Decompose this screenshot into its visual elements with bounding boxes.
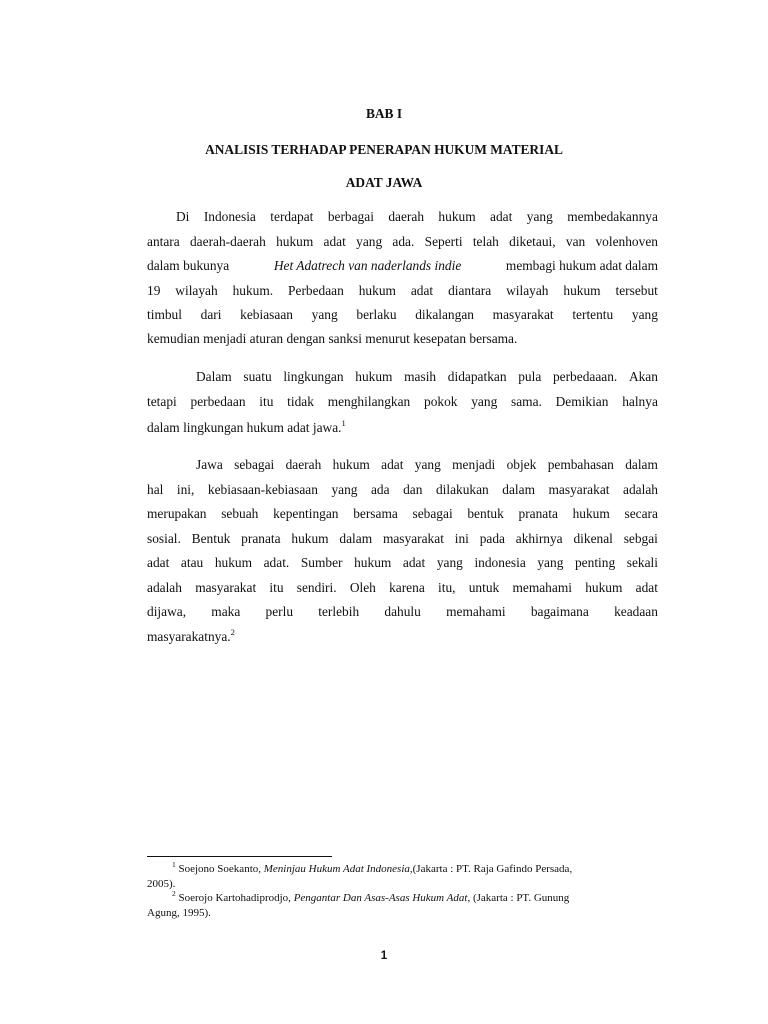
- paragraph-1-line: [147, 258, 658, 274]
- word: didapatkan: [447, 369, 507, 384]
- footnote-author: Soerojo Kartohadiprodjo,: [178, 892, 291, 904]
- word: yang: [537, 555, 564, 570]
- word: hukum: [438, 209, 476, 224]
- word: daerah-daerah: [189, 234, 266, 249]
- word: adat.: [263, 555, 290, 570]
- word: masyarakat: [492, 307, 554, 322]
- word: hukum: [572, 506, 610, 521]
- paragraph-3-line: [147, 482, 658, 498]
- word: lingkungan: [283, 369, 344, 384]
- word: hal: [147, 482, 164, 497]
- footnote-1: [172, 862, 658, 876]
- word: suatu: [243, 369, 272, 384]
- word: dikalangan: [415, 307, 474, 322]
- word: sendiri.: [296, 580, 337, 595]
- word: perbedaaan.: [552, 369, 618, 384]
- word: yang: [526, 209, 553, 224]
- word: dalam: [502, 482, 535, 497]
- word: hukum: [354, 555, 392, 570]
- word: volenhoven: [595, 234, 658, 249]
- word: yang: [631, 307, 658, 322]
- word: Akan: [628, 369, 658, 384]
- word: itu,: [438, 580, 456, 595]
- book-title: Het Adatrech van naderlands indie: [273, 258, 462, 273]
- word: menjadi: [452, 457, 496, 472]
- line-text: dalam lingkungan hukum adat jawa.: [147, 420, 342, 435]
- word: dan: [403, 482, 423, 497]
- footnote-2: [172, 891, 658, 905]
- word: perlu: [265, 604, 294, 619]
- word: dijawa,: [147, 604, 187, 619]
- word: ada.: [392, 234, 415, 249]
- paragraph-1-line: [147, 307, 658, 323]
- word: dalam: [339, 531, 373, 546]
- footnote-title: Meninjau Hukum Adat Indonesia: [263, 863, 410, 875]
- word: hukum: [214, 555, 253, 570]
- word: dahulu: [384, 604, 421, 619]
- word: ini: [454, 531, 469, 546]
- word: pembahasan: [547, 457, 614, 472]
- word: hukum: [585, 580, 623, 595]
- word: Perbedaan: [288, 283, 344, 298]
- line-text-before: dalam bukunya: [147, 258, 230, 273]
- word: bagaimana: [530, 604, 589, 619]
- word: antara: [147, 234, 180, 249]
- footnote-publisher: , (Jakarta : PT. Gunung: [467, 892, 570, 904]
- word: penting: [574, 555, 616, 570]
- word: masyarakat: [382, 531, 444, 546]
- footnote-publisher: ,(Jakarta : PT. Raja Gafindo Persada,: [409, 863, 573, 875]
- paragraph-2-line: [196, 369, 658, 385]
- word: hukum: [332, 457, 370, 472]
- word: menghilangkan: [327, 394, 411, 409]
- word: berbagai: [327, 209, 374, 224]
- word: sebuah: [221, 506, 259, 521]
- word: merupakan: [147, 506, 207, 521]
- word: adat: [381, 457, 404, 472]
- word: pranata: [518, 506, 558, 521]
- word: Sumber: [300, 555, 343, 570]
- word: adalah: [623, 482, 658, 497]
- word: Dalam: [196, 369, 232, 384]
- word: perbedaan: [190, 394, 246, 409]
- word: secara: [624, 506, 658, 521]
- line-text: masyarakatnya.: [147, 629, 231, 644]
- word: Seperti: [424, 234, 463, 249]
- word: 19: [147, 283, 161, 298]
- footnote-2-continued: Agung, 1995).: [147, 907, 211, 919]
- paragraph-3-line: [147, 506, 658, 522]
- word: dikenal: [573, 531, 613, 546]
- word: kepentingan: [273, 506, 339, 521]
- word: adat: [635, 580, 658, 595]
- word: itu: [259, 394, 274, 409]
- word: dilakukan: [435, 482, 489, 497]
- paragraph-3-line: [147, 604, 658, 620]
- paragraph-1-line: [147, 234, 658, 250]
- word: hukum: [563, 283, 601, 298]
- word: membedakannya: [567, 209, 658, 224]
- word: kebiasaan-kebiasaan: [207, 482, 318, 497]
- word: tertentu: [572, 307, 614, 322]
- word: pada: [479, 531, 505, 546]
- footnote-number: 2: [172, 889, 176, 898]
- title-line-2: ADAT JAWA: [345, 175, 423, 190]
- word: sama.: [511, 394, 542, 409]
- word: maka: [211, 604, 241, 619]
- footnote-author: Soejono Soekanto,: [178, 863, 261, 875]
- word: sebagai: [234, 457, 275, 472]
- page-number: 1: [380, 950, 388, 962]
- word: hukum: [276, 234, 314, 249]
- paragraph-1-line: kemudian menjadi aturan dengan sanksi menurut kesepatan bersama.: [147, 331, 518, 346]
- word: yang: [311, 307, 338, 322]
- paragraph-1-line: [176, 209, 658, 225]
- word: hukum: [358, 283, 396, 298]
- word: bersama: [353, 506, 398, 521]
- word: memahami: [512, 580, 572, 595]
- word: yang: [356, 234, 383, 249]
- word: sebgai: [623, 531, 658, 546]
- word: berlaku: [356, 307, 397, 322]
- word: dari: [200, 307, 222, 322]
- word: Bentuk: [191, 531, 231, 546]
- word: adalah: [147, 580, 182, 595]
- paragraph-3-line: [147, 531, 658, 547]
- word: van: [565, 234, 586, 249]
- word: atau: [180, 555, 204, 570]
- paragraph-3-line: [147, 555, 658, 571]
- word: tersebut: [615, 283, 658, 298]
- word: itu: [269, 580, 284, 595]
- word: masih: [404, 369, 437, 384]
- word: telah: [472, 234, 499, 249]
- word: hukum: [355, 369, 393, 384]
- word: Di: [176, 209, 190, 224]
- paragraph-3-line: [147, 580, 658, 596]
- word: tetapi: [147, 394, 177, 409]
- footnote-1-continued: 2005).: [147, 878, 176, 890]
- word: adat: [323, 234, 346, 249]
- word: tidak: [287, 394, 314, 409]
- paragraph-3-line: [147, 629, 658, 645]
- word: adat: [402, 555, 426, 570]
- word: terdapat: [270, 209, 314, 224]
- word: hukum: [291, 531, 329, 546]
- word: akhirnya: [515, 531, 563, 546]
- word: untuk: [468, 580, 500, 595]
- word: kebiasaan: [240, 307, 293, 322]
- word: Oleh: [349, 580, 376, 595]
- footnote-title: Pengantar Dan Asas-Asas Hukum Adat: [293, 892, 468, 904]
- word: timbul: [147, 307, 182, 322]
- line-text-after: membagi hukum adat dalam: [505, 258, 658, 273]
- word: yang: [436, 555, 463, 570]
- word: memahami: [446, 604, 506, 619]
- paragraph-2-line: [147, 420, 658, 436]
- word: wilayah: [506, 283, 549, 298]
- word: masyarakat: [195, 580, 257, 595]
- word: karena: [389, 580, 425, 595]
- paragraph-2-line: [147, 394, 658, 410]
- word: yang: [331, 482, 358, 497]
- word: ada: [370, 482, 390, 497]
- word: Jawa: [196, 457, 223, 472]
- word: wilayah: [175, 283, 218, 298]
- word: Indonesia: [203, 209, 256, 224]
- title-line-1: ANALISIS TERHADAP PENERAPAN HUKUM MATERIAL: [205, 142, 563, 157]
- footnote-reference: 2: [230, 627, 235, 637]
- word: sebagai: [412, 506, 453, 521]
- word: daerah: [285, 457, 322, 472]
- footnote-number: 1: [172, 860, 176, 869]
- word: halnya: [622, 394, 658, 409]
- word: pula: [518, 369, 542, 384]
- word: yang: [414, 457, 441, 472]
- word: Demikian: [555, 394, 609, 409]
- word: indonesia: [474, 555, 526, 570]
- footnote-reference: 1: [341, 418, 346, 428]
- word: sosial.: [147, 531, 181, 546]
- word: objek: [506, 457, 537, 472]
- word: adat: [490, 209, 513, 224]
- word: terlebih: [318, 604, 360, 619]
- word: masyarakat: [548, 482, 610, 497]
- word: adat: [410, 283, 434, 298]
- word: diantara: [448, 283, 492, 298]
- word: bentuk: [467, 506, 504, 521]
- chapter-heading: BAB I: [365, 106, 403, 121]
- word: daerah: [388, 209, 425, 224]
- word: diketaui,: [509, 234, 556, 249]
- word: yang: [471, 394, 498, 409]
- word: hukum.: [232, 283, 274, 298]
- paragraph-1-line: [147, 283, 658, 299]
- word: pranata: [241, 531, 281, 546]
- footnote-separator: [147, 856, 332, 857]
- word: dalam: [625, 457, 658, 472]
- word: pokok: [424, 394, 458, 409]
- paragraph-3-line: [196, 457, 658, 473]
- word: keadaan: [614, 604, 658, 619]
- word: adat: [147, 555, 170, 570]
- word: ini,: [176, 482, 195, 497]
- word: sekali: [626, 555, 658, 570]
